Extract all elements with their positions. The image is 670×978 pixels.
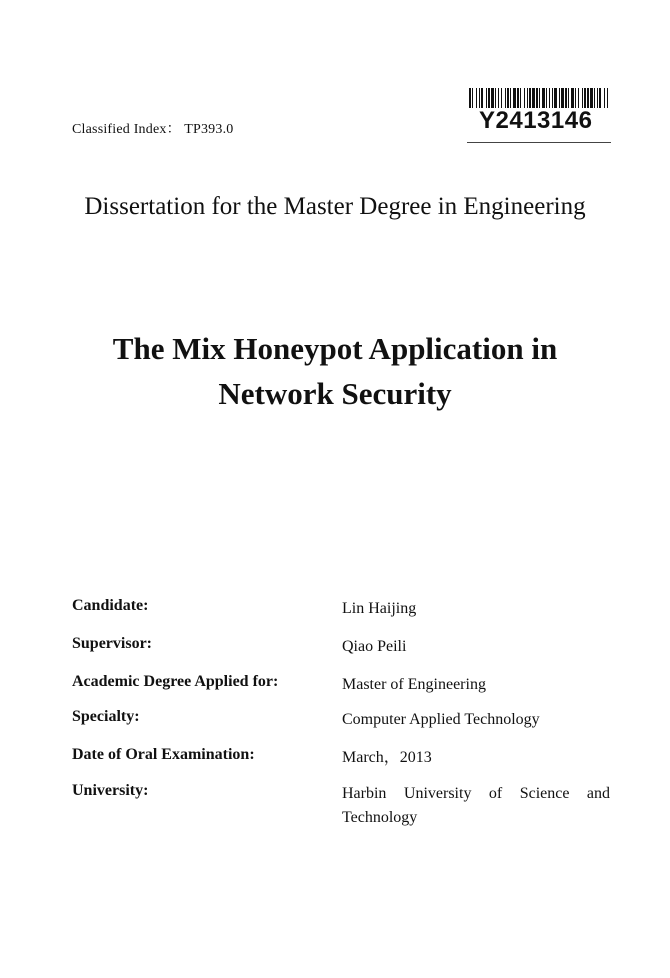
barcode-bar	[582, 88, 583, 108]
barcode-bar	[575, 88, 576, 108]
barcode-bar	[571, 88, 574, 108]
barcode-bar	[568, 88, 569, 108]
degree-line: Dissertation for the Master Degree in Engineering	[84, 193, 586, 220]
classified-index-label: Classified Index：	[72, 122, 181, 137]
barcode-bar	[481, 88, 483, 108]
barcode-bar	[488, 88, 490, 108]
candidate-value: Lin Haijing	[342, 600, 417, 617]
barcode-bar	[599, 88, 601, 108]
candidate-label: Candidate:	[72, 597, 149, 614]
academic-degree-value: Master of Engineering	[342, 676, 486, 693]
barcode	[467, 88, 611, 146]
barcode-bar	[590, 88, 593, 108]
barcode-number: Y2413146	[479, 107, 593, 134]
barcode-bar	[549, 88, 550, 108]
barcode-bar	[552, 88, 553, 108]
barcode-bar	[520, 88, 521, 108]
barcode-bar	[539, 88, 540, 108]
barcode-bar	[527, 88, 528, 108]
barcode-bar	[594, 88, 595, 108]
barcode-bar	[495, 88, 496, 108]
barcode-bar	[513, 88, 516, 108]
barcode-bar	[597, 88, 598, 108]
barcode-bar	[510, 88, 511, 108]
barcode-bar	[469, 88, 471, 108]
barcode-bar	[524, 88, 525, 108]
barcode-bar	[584, 88, 586, 108]
barcode-bar	[554, 88, 557, 108]
university-value: Harbin University of Science and Technology	[342, 785, 610, 826]
barcode-bar	[587, 88, 589, 108]
academic-degree-label: Academic Degree Applied for:	[72, 673, 279, 690]
barcode-bar	[486, 88, 487, 108]
barcode-bar	[578, 88, 579, 108]
barcode-bar	[529, 88, 531, 108]
barcode-bar	[559, 88, 560, 108]
barcode-bar	[565, 88, 567, 108]
barcode-bar	[491, 88, 494, 108]
classified-index-value: TP393.0	[184, 122, 234, 137]
supervisor-label: Supervisor:	[72, 635, 152, 652]
thesis-title-line-2: Network Security	[218, 376, 452, 411]
barcode-bar	[607, 88, 608, 108]
barcode-bar	[479, 88, 480, 108]
barcode-bar	[604, 88, 605, 108]
oral-exam-date-value: March，2013	[342, 749, 432, 766]
barcode-bar	[542, 88, 545, 108]
barcode-bar	[561, 88, 564, 108]
barcode-bar	[536, 88, 538, 108]
barcode-bars	[467, 88, 611, 108]
supervisor-value: Qiao Peili	[342, 638, 407, 655]
barcode-bar	[501, 88, 502, 108]
specialty-value: Computer Applied Technology	[342, 711, 540, 728]
barcode-bar	[498, 88, 499, 108]
barcode-bar	[472, 88, 473, 108]
barcode-bar	[532, 88, 535, 108]
classified-index	[72, 118, 233, 138]
barcode-underline	[467, 142, 611, 143]
barcode-bar	[517, 88, 519, 108]
university-label: University:	[72, 782, 149, 799]
barcode-bar	[546, 88, 547, 108]
barcode-bar	[476, 88, 477, 108]
oral-exam-date-label: Date of Oral Examination:	[72, 746, 255, 763]
barcode-bar	[505, 88, 506, 108]
barcode-bar	[507, 88, 509, 108]
specialty-label: Specialty:	[72, 708, 140, 725]
thesis-title-line-1: The Mix Honeypot Application in	[112, 331, 558, 366]
